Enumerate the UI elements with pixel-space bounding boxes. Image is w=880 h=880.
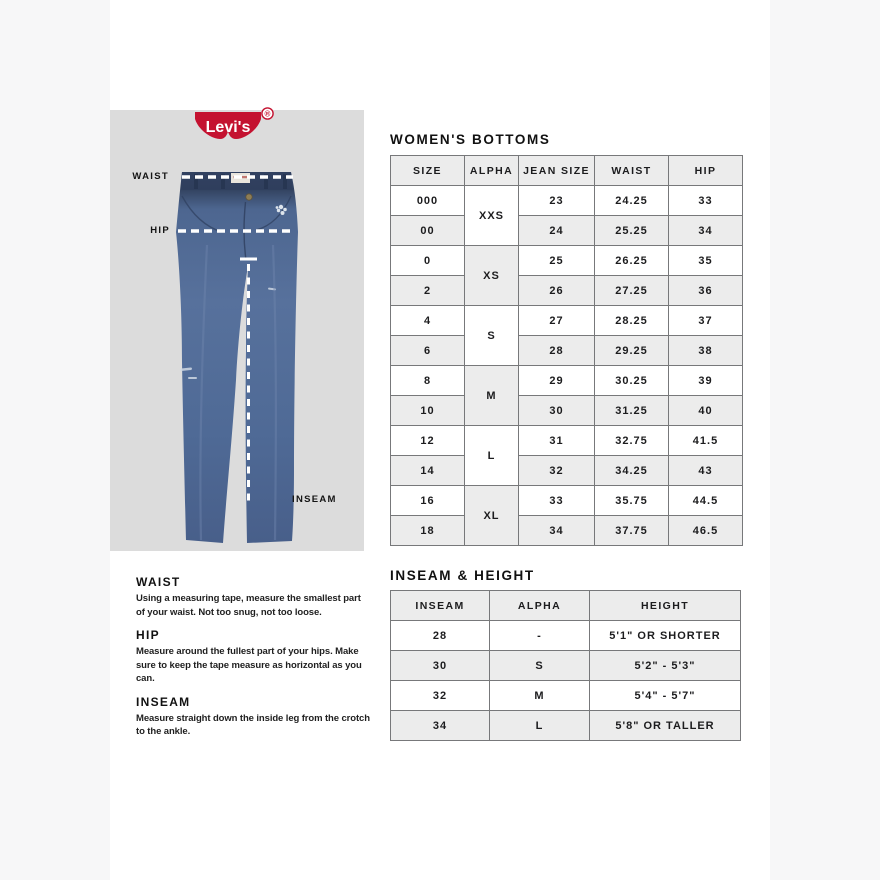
jean-size-cell: 26 bbox=[519, 276, 595, 306]
hip-cell: 34 bbox=[669, 216, 743, 246]
jean-size-cell: 24 bbox=[519, 216, 595, 246]
jean-size-cell: 25 bbox=[519, 246, 595, 276]
measurement-instructions bbox=[136, 575, 371, 748]
col-header-jean-size: JEAN SIZE bbox=[519, 156, 595, 186]
jean-size-cell: 31 bbox=[519, 426, 595, 456]
hip-cell: 40 bbox=[669, 396, 743, 426]
hip-label: HIP bbox=[150, 225, 170, 236]
size-cell: 8 bbox=[391, 366, 465, 396]
waist-cell: 34.25 bbox=[595, 456, 669, 486]
waist-instruction-text: Using a measuring tape, measure the smallest part of your waist. Not too snug, not too loose. bbox=[136, 593, 361, 618]
waist-cell: 28.25 bbox=[595, 306, 669, 336]
header-row bbox=[391, 156, 743, 186]
alpha-cell: S bbox=[465, 306, 519, 366]
jeans-silhouette bbox=[176, 172, 298, 543]
alpha-cell: - bbox=[490, 621, 590, 651]
col-header-inseam: INSEAM bbox=[391, 591, 490, 621]
womens-bottoms-table bbox=[390, 155, 743, 546]
size-cell: 6 bbox=[391, 336, 465, 366]
waist-cell: 24.25 bbox=[595, 186, 669, 216]
waist-instruction-heading: WAIST bbox=[136, 575, 181, 589]
hip-cell: 46.5 bbox=[669, 516, 743, 546]
jeans-diagram-panel bbox=[110, 110, 364, 551]
hip-cell: 39 bbox=[669, 366, 743, 396]
size-cell: 10 bbox=[391, 396, 465, 426]
col-header-hip: HIP bbox=[669, 156, 743, 186]
alpha-cell: M bbox=[490, 681, 590, 711]
hip-cell: 33 bbox=[669, 186, 743, 216]
table-row bbox=[391, 456, 743, 486]
table-row bbox=[391, 336, 743, 366]
inseam-instruction-text: Measure straight down the inside leg from the crotch to the ankle. bbox=[136, 712, 370, 737]
table-row bbox=[391, 426, 743, 456]
table-row bbox=[391, 186, 743, 216]
waist-cell: 31.25 bbox=[595, 396, 669, 426]
hip-instruction-heading: HIP bbox=[136, 628, 160, 642]
col-header-size: SIZE bbox=[391, 156, 465, 186]
alpha-cell: M bbox=[465, 366, 519, 426]
hip-cell: 41.5 bbox=[669, 426, 743, 456]
jean-size-cell: 34 bbox=[519, 516, 595, 546]
waist-cell: 37.75 bbox=[595, 516, 669, 546]
inseam-cell: 34 bbox=[391, 711, 490, 741]
jean-size-cell: 28 bbox=[519, 336, 595, 366]
jean-size-cell: 32 bbox=[519, 456, 595, 486]
alpha-cell: S bbox=[490, 651, 590, 681]
inseam-cell: 32 bbox=[391, 681, 490, 711]
height-cell: 5'1" OR SHORTER bbox=[590, 621, 741, 651]
hip-cell: 43 bbox=[669, 456, 743, 486]
table-row bbox=[391, 681, 741, 711]
height-cell: 5'8" OR TALLER bbox=[590, 711, 741, 741]
col-header-waist: WAIST bbox=[595, 156, 669, 186]
size-cell: 4 bbox=[391, 306, 465, 336]
size-cell: 14 bbox=[391, 456, 465, 486]
height-cell: 5'2" - 5'3" bbox=[590, 651, 741, 681]
waist-label: WAIST bbox=[132, 171, 169, 182]
inseam-height-title: INSEAM & HEIGHT bbox=[390, 568, 535, 583]
jeans-button bbox=[246, 194, 252, 200]
inseam-cell: 28 bbox=[391, 621, 490, 651]
hip-cell: 36 bbox=[669, 276, 743, 306]
jean-size-cell: 27 bbox=[519, 306, 595, 336]
waist-cell: 27.25 bbox=[595, 276, 669, 306]
size-cell: 0 bbox=[391, 246, 465, 276]
table-row bbox=[391, 276, 743, 306]
alpha-cell: XS bbox=[465, 246, 519, 306]
levis-wordmark: Levi's bbox=[205, 119, 251, 136]
table-row bbox=[391, 306, 743, 336]
table-row bbox=[391, 516, 743, 546]
size-cell: 000 bbox=[391, 186, 465, 216]
table-row bbox=[391, 396, 743, 426]
jean-size-cell: 29 bbox=[519, 366, 595, 396]
size-cell: 00 bbox=[391, 216, 465, 246]
registered-mark: ® bbox=[264, 109, 271, 119]
alpha-cell: L bbox=[465, 426, 519, 486]
alpha-cell: L bbox=[490, 711, 590, 741]
hip-cell: 35 bbox=[669, 246, 743, 276]
height-cell: 5'4" - 5'7" bbox=[590, 681, 741, 711]
table-row bbox=[391, 366, 743, 396]
hip-cell: 38 bbox=[669, 336, 743, 366]
waist-cell: 29.25 bbox=[595, 336, 669, 366]
header-row bbox=[391, 591, 741, 621]
jean-size-cell: 33 bbox=[519, 486, 595, 516]
table-row bbox=[391, 216, 743, 246]
jean-size-cell: 30 bbox=[519, 396, 595, 426]
col-header-height: HEIGHT bbox=[590, 591, 741, 621]
waist-cell: 35.75 bbox=[595, 486, 669, 516]
inseam-instruction-heading: INSEAM bbox=[136, 694, 191, 709]
alpha-cell: XL bbox=[465, 486, 519, 546]
table-row bbox=[391, 621, 741, 651]
waist-cell: 25.25 bbox=[595, 216, 669, 246]
table-row bbox=[391, 246, 743, 276]
inseam-height-table bbox=[390, 590, 741, 741]
womens-bottoms-title: WOMEN'S BOTTOMS bbox=[390, 132, 551, 147]
waist-cell: 26.25 bbox=[595, 246, 669, 276]
size-cell: 16 bbox=[391, 486, 465, 516]
hip-instruction-text: Measure around the fullest part of your hips. Make sure to keep the tape measure as horizontal as you can. bbox=[136, 646, 362, 684]
jean-size-cell: 23 bbox=[519, 186, 595, 216]
hip-cell: 44.5 bbox=[669, 486, 743, 516]
alpha-cell: XXS bbox=[465, 186, 519, 246]
hip-cell: 37 bbox=[669, 306, 743, 336]
inseam-label: INSEAM bbox=[292, 494, 337, 505]
col-header-alpha: ALPHA bbox=[465, 156, 519, 186]
waist-cell: 32.75 bbox=[595, 426, 669, 456]
waist-cell: 30.25 bbox=[595, 366, 669, 396]
table-row bbox=[391, 651, 741, 681]
size-cell: 2 bbox=[391, 276, 465, 306]
table-row bbox=[391, 486, 743, 516]
size-cell: 18 bbox=[391, 516, 465, 546]
inseam-cell: 30 bbox=[391, 651, 490, 681]
table-row bbox=[391, 711, 741, 741]
col-header-alpha: ALPHA bbox=[490, 591, 590, 621]
size-cell: 12 bbox=[391, 426, 465, 456]
